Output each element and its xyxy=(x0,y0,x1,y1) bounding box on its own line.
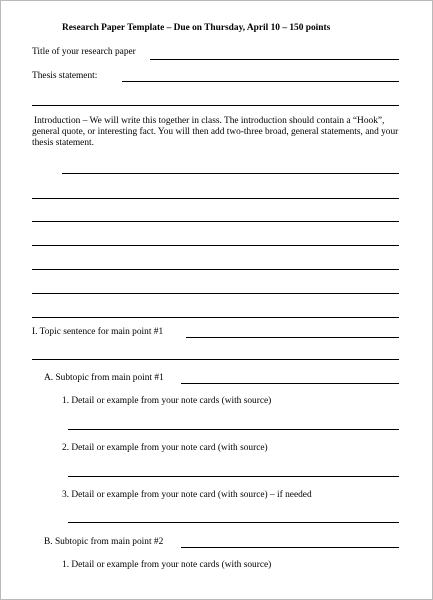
introduction-answer-line xyxy=(32,293,399,294)
thesis-answer-line xyxy=(32,105,399,106)
detail-a1-answer-line xyxy=(68,429,399,430)
detail-b1-label: 1. Detail or example from your note cards (with source) xyxy=(62,560,272,570)
thesis-field-label: Thesis statement: xyxy=(32,71,98,81)
document-title: Research Paper Template – Due on Thursday, April 10 – 150 points xyxy=(62,23,331,33)
main-point-1-label: I. Topic sentence for main point #1 xyxy=(32,327,164,337)
title-field-label: Title of your research paper xyxy=(32,47,136,57)
introduction-answer-line xyxy=(32,317,399,318)
introduction-answer-line xyxy=(32,269,399,270)
detail-a3-label: 3. Detail or example from your note card (with source) – if needed xyxy=(62,490,312,500)
subtopic-b-answer-line xyxy=(181,547,399,548)
introduction-answer-line xyxy=(32,221,399,222)
subtopic-b-label: B. Subtopic from main point #2 xyxy=(44,537,164,547)
detail-a2-answer-line xyxy=(68,476,399,477)
introduction-answer-line xyxy=(32,198,399,199)
detail-a3-answer-line xyxy=(68,522,399,523)
introduction-instructions: Introduction – We will write this together in class. The introduction should contain a “Hook”, general quote, or interesting fact. You will then add two-three broad, general statements, and your thesis statement. xyxy=(32,116,399,149)
main-point-1-answer-line xyxy=(186,337,399,338)
subtopic-a-label: A. Subtopic from main point #1 xyxy=(44,373,164,383)
title-answer-line xyxy=(150,59,399,60)
main-point-1-answer-line xyxy=(32,359,399,360)
introduction-answer-line xyxy=(62,173,399,174)
detail-a1-label: 1. Detail or example from your note cards (with source) xyxy=(62,396,272,406)
detail-a2-label: 2. Detail or example from your note card (with source) xyxy=(62,443,268,453)
introduction-answer-line xyxy=(32,245,399,246)
thesis-answer-line xyxy=(122,81,399,82)
subtopic-a-answer-line xyxy=(181,383,399,384)
